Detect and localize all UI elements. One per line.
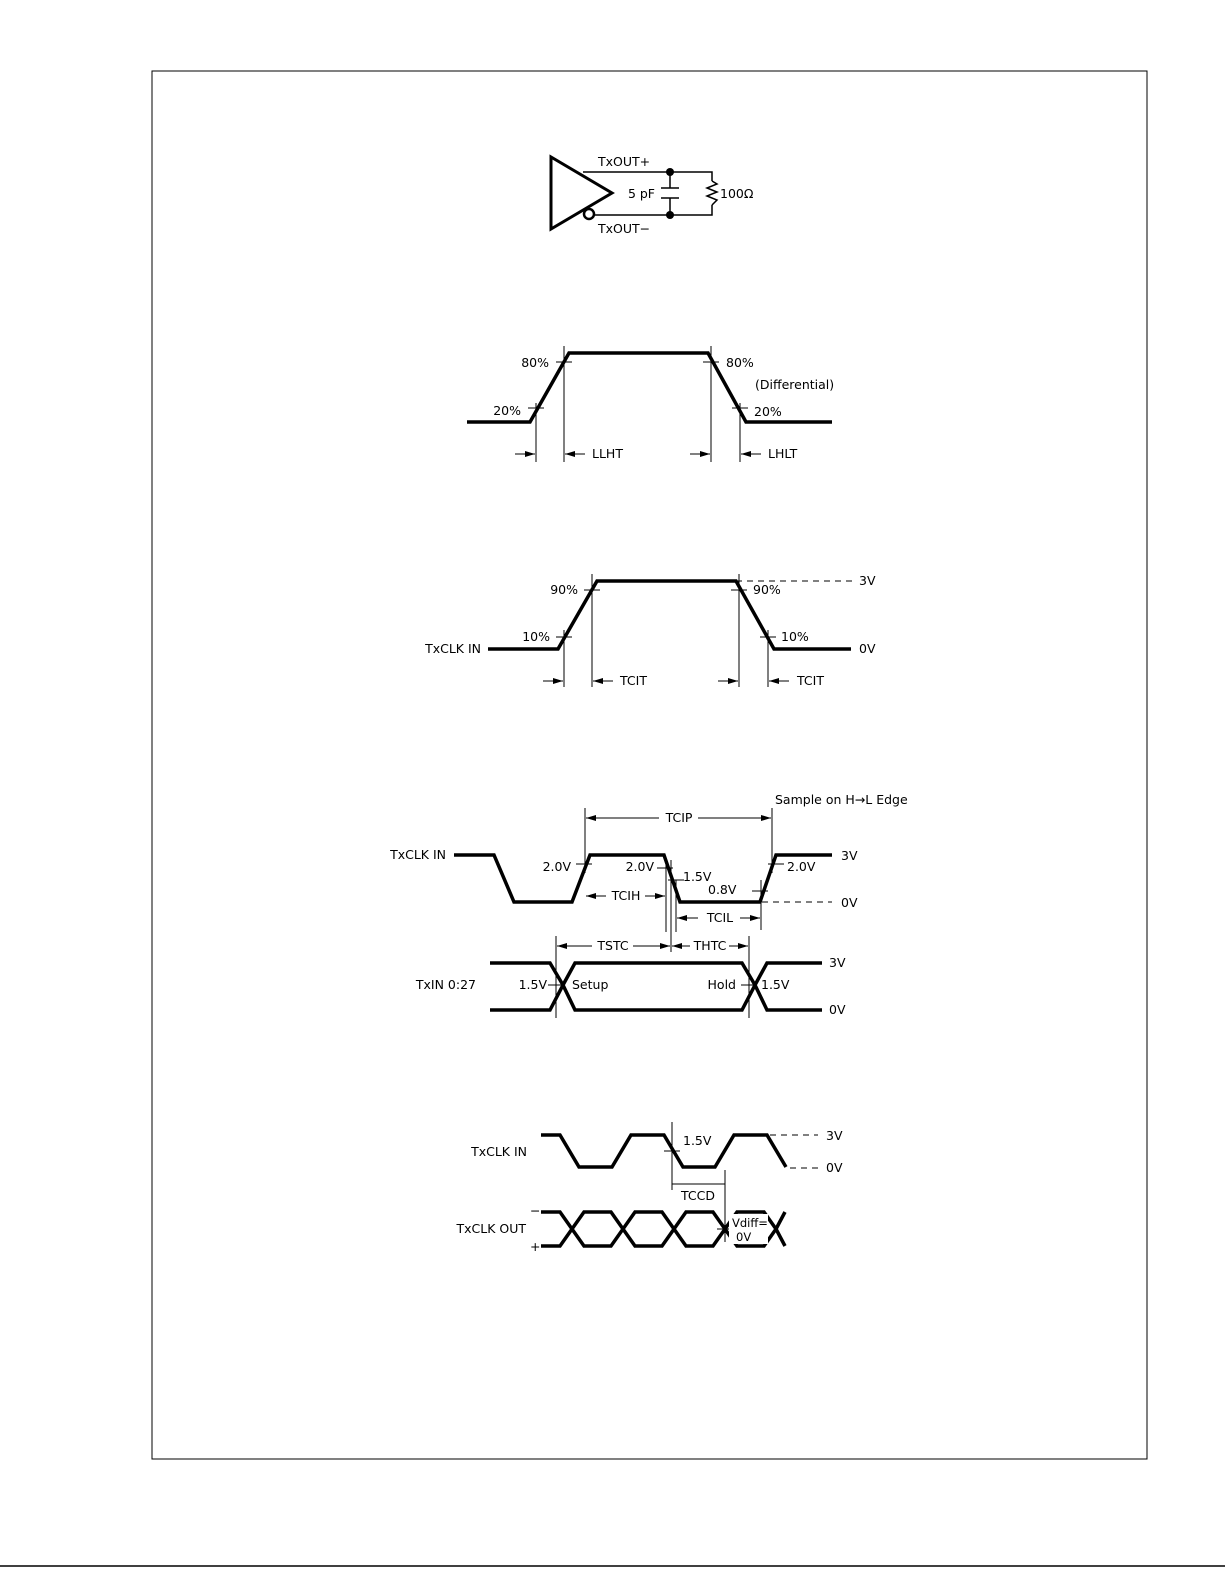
lhlt-label: LHLT: [768, 446, 798, 461]
delay-0v-label: 0V: [826, 1160, 843, 1175]
setup-clock-signal-label: TxCLK IN: [390, 847, 446, 862]
setup-0p8v-label: 0.8V: [708, 882, 737, 897]
out-plus-sign: +: [530, 1239, 541, 1254]
resistor-label: 100Ω: [720, 186, 754, 201]
capacitor-icon: [661, 172, 679, 215]
delay-1p5v-label: 1.5V: [683, 1133, 712, 1148]
setup-data-signal-label: TxIN 0:27: [415, 977, 476, 992]
txout-minus-label: TxOUT−: [598, 221, 651, 236]
clock-transition-diagram: [424, 573, 876, 688]
clock-timing-markers: [564, 574, 768, 687]
data-1p5v-right: 1.5V: [761, 977, 790, 992]
sample-edge-note: Sample on H→L Edge: [775, 792, 908, 807]
lvds-differential-note: (Differential): [755, 377, 835, 392]
vdiff-label-line2: 0V: [736, 1230, 752, 1244]
out-minus-sign: −: [530, 1203, 541, 1218]
clock-10pct-left: 10%: [522, 629, 550, 644]
clock-out-eye-2: [623, 1212, 674, 1246]
delay-in-signal-label: TxCLK IN: [471, 1144, 527, 1159]
setup-clock-3v: 3V: [841, 848, 858, 863]
thtc-label: THTC: [693, 938, 727, 953]
lvds-timing-markers: [536, 346, 740, 462]
vdiff-label-line1: Vdiff=: [732, 1216, 768, 1230]
clock-90pct-left: 90%: [550, 582, 578, 597]
clock-90pct-right: 90%: [753, 582, 781, 597]
setup-2v-mid: 2.0V: [625, 859, 654, 874]
tccd-label: TCCD: [681, 1188, 715, 1203]
setup-clock-0v: 0V: [841, 895, 858, 910]
setup-2v-left: 2.0V: [542, 859, 571, 874]
data-0v-label: 0V: [829, 1002, 846, 1017]
capacitor-label: 5 pF: [627, 186, 655, 201]
txout-plus-label: TxOUT+: [598, 154, 651, 169]
tcil-label: TCIL: [706, 910, 734, 925]
tstc-label: TSTC: [597, 938, 629, 953]
lvds-80pct-right: 80%: [726, 355, 754, 370]
llht-label: LLHT: [592, 446, 623, 461]
clock-delay-diagram: [455, 1122, 842, 1254]
load-circuit: [551, 154, 754, 236]
setup-1p5v-label: 1.5V: [683, 869, 712, 884]
data-3v-label: 3V: [829, 955, 846, 970]
inverting-bubble-icon: [584, 209, 594, 219]
tcit-fall-label: TCIT: [797, 673, 824, 688]
hold-label: Hold: [707, 977, 736, 992]
tcit-rise-label: TCIT: [620, 673, 647, 688]
tcip-label: TCIP: [665, 810, 693, 825]
setup-2v-right: 2.0V: [787, 859, 816, 874]
clock-signal-label: TxCLK IN: [425, 641, 481, 656]
resistor-icon: [707, 181, 717, 205]
clock-out-lead-out: [776, 1212, 785, 1246]
setup-hold-diagram: [389, 792, 908, 1018]
lvds-80pct-left: 80%: [521, 355, 549, 370]
page-frame: [152, 71, 1147, 1459]
data-1p5v-left: 1.5V: [518, 977, 547, 992]
lvds-20pct-right: 20%: [754, 404, 782, 419]
clock-out-eye-1: [572, 1212, 623, 1246]
clock-0v-label: 0V: [859, 641, 876, 656]
lvds-20pct-left: 20%: [493, 403, 521, 418]
delay-clock-in-waveform: [541, 1135, 786, 1167]
clock-10pct-right: 10%: [781, 629, 809, 644]
clock-3v-label: 3V: [859, 573, 876, 588]
delay-3v-label: 3V: [826, 1128, 843, 1143]
tcih-label: TCIH: [611, 888, 641, 903]
clock-out-lead-in: [541, 1212, 572, 1246]
setup-label: Setup: [572, 977, 609, 992]
delay-out-signal-label: TxCLK OUT: [456, 1221, 526, 1236]
lvds-transition-diagram: [467, 346, 834, 462]
